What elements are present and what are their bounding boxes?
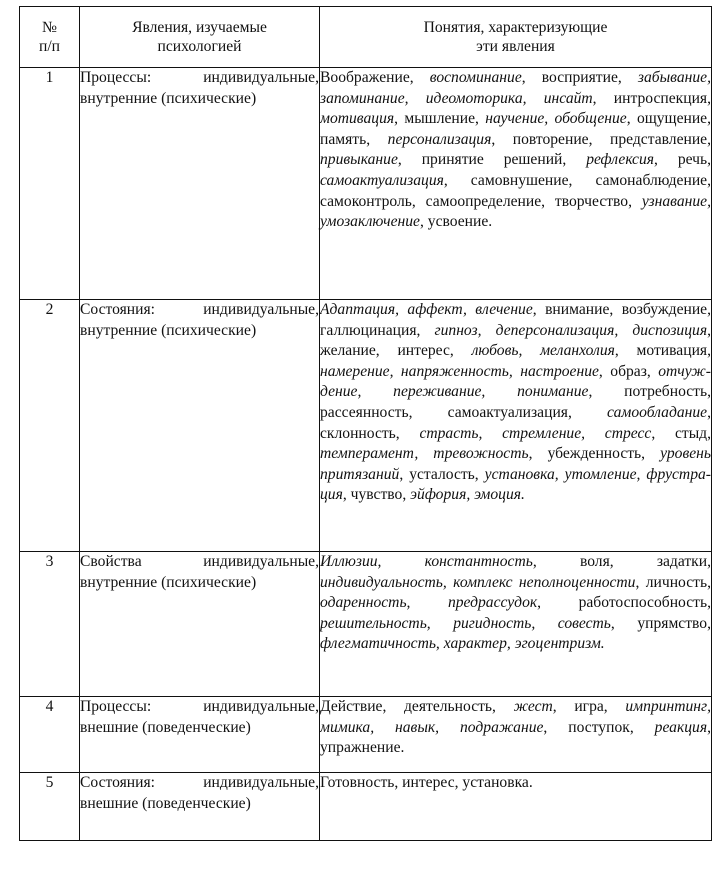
concept-term-italic: флегматичность, характер, эгоцентризм. [320, 635, 605, 653]
concept-term-italic: жест [513, 698, 553, 715]
row-number: 2 [20, 300, 80, 552]
concept-term: , самовнушение, самонаблюдение, самоконтроль, самоопределение, творчество, [320, 171, 711, 210]
row-phenomena: Состояния: индивидуальные, внутренние (психические) [80, 300, 320, 552]
concept-term-italic: импринтинг, мимика, навык, подражание [320, 698, 711, 736]
row-concepts [320, 697, 712, 773]
concept-term: , интроспекция, [592, 89, 711, 107]
table-row [20, 773, 712, 841]
concept-term: , чувство, [342, 486, 411, 504]
concept-term: Воображение, [320, 69, 430, 86]
header-number [20, 7, 80, 68]
concept-term: , образ, [598, 362, 659, 380]
row-phenomena: Процессы: индивидуальные, внешние (поведенческие) [80, 697, 320, 773]
concept-term: , убежденность, [528, 445, 661, 463]
table-row [20, 697, 712, 773]
concept-term: , потребность, рассеянность, самоактуализация, [320, 383, 712, 421]
header-concepts-line1: Понятия, характеризующие [423, 19, 608, 36]
concept-term-italic: привыкание [320, 151, 398, 169]
row-phenomena: Свойства индивидуальные, внутренние (психические) [80, 552, 320, 697]
concept-term: , желание, интерес, [320, 321, 711, 360]
concept-term: , усвоение. [419, 213, 493, 231]
concept-term-italic: Иллюзии, константность [320, 553, 533, 570]
concept-term: , мышление, [394, 110, 486, 128]
concept-term: , повторение, представление, [491, 130, 711, 148]
concept-term: , упрямство, [610, 614, 711, 632]
table-row [20, 552, 712, 697]
header-number-line2: п/п [38, 38, 61, 55]
concept-term-italic: самообладание [607, 403, 708, 421]
concept-term-italic: рефлексия [586, 151, 654, 169]
concept-term-italic: темперамент, тревожность [320, 445, 529, 463]
concept-term: , склонность, [320, 403, 711, 442]
concept-term-italic: страсть, стремление, стресс [419, 424, 652, 442]
concept-term-italic: Адаптация, аффект, влечение [320, 301, 533, 318]
concept-term: , воля, задатки, [532, 553, 711, 570]
concept-term-italic: отчуждение, переживание, понимание [320, 362, 711, 401]
table-row [20, 68, 712, 300]
concept-term-italic: мотивация [320, 110, 395, 128]
concept-term: , упражнение. [320, 718, 711, 757]
psychology-concepts-table [19, 6, 712, 841]
concept-term: , внимание, возбуждение, галлюцинация, [320, 301, 711, 339]
concept-term-italic: эйфория, эмоция. [410, 486, 525, 504]
row-number: 1 [20, 68, 80, 300]
concept-term: , принятие решений, [397, 151, 587, 169]
concept-term: , ощущение, память, [320, 110, 712, 148]
row-concepts [320, 68, 712, 300]
row-concepts [320, 552, 712, 697]
header-phenomena-line1: Явления, изучаемые [132, 19, 267, 36]
concept-term: , личность, [635, 573, 711, 591]
header-concepts [320, 7, 712, 68]
concept-term-italic: одаренность, предрассудок [320, 594, 538, 612]
concept-term: , работоспособность, [537, 594, 711, 612]
row-phenomena: Состояния: индивидуальные, внешние (поведенческие) [80, 773, 320, 841]
concept-term-italic: любовь, меланхолия [471, 342, 615, 360]
row-concepts [320, 773, 712, 841]
concept-term: , восприятие, [521, 69, 638, 86]
table-body [20, 68, 712, 841]
concept-term-italic: забывание, запоминание, идеомоторика, инсайт [320, 69, 711, 107]
concept-term-italic: индивидуальность, комплекс неполноценности [320, 573, 636, 591]
concept-term: , стыд, [651, 424, 712, 442]
concept-term: , игра, [552, 698, 626, 715]
header-phenomena [80, 7, 320, 68]
header-phenomena-line2: психологией [157, 38, 242, 55]
concept-term-italic: реакция [654, 718, 708, 736]
concept-term-italic: самоактуализация [320, 171, 444, 189]
row-number: 3 [20, 552, 80, 697]
concept-term-italic: научение, обобщение [485, 110, 627, 128]
row-number: 5 [20, 773, 80, 841]
header-number-line1: № [42, 19, 57, 36]
concept-term-italic: намерение, напряженность, настроение [320, 362, 599, 380]
concept-term: Действие, деятельность, [320, 698, 514, 715]
concept-term-italic: решительность, ригидность, совесть [320, 614, 611, 632]
row-phenomena: Процессы: индивидуальные, внутренние (психические) [80, 68, 320, 300]
table-row [20, 300, 712, 552]
row-concepts [320, 300, 712, 552]
concept-term-italic: гипноз, деперсонализация, диспозиция [434, 321, 708, 339]
row-number: 4 [20, 697, 80, 773]
concept-term: Готовность, интерес, установка. [320, 774, 533, 791]
concept-term: , речь, [654, 151, 711, 169]
concept-term-italic: узнавание, умозаключение [320, 192, 711, 231]
concept-term: , поступок, [543, 718, 655, 736]
concept-term: , усталость, [399, 465, 485, 483]
concept-term: , мотивация, [614, 342, 711, 360]
table-header-row [20, 7, 712, 68]
header-concepts-line2: эти явления [476, 38, 555, 55]
concept-term-italic: воспоминание [429, 69, 522, 86]
concept-term-italic: установка, утомление, фрустрация [320, 465, 711, 504]
concept-term-italic: персонализация [387, 130, 492, 148]
concept-term-italic: уровень притязаний [320, 445, 711, 483]
